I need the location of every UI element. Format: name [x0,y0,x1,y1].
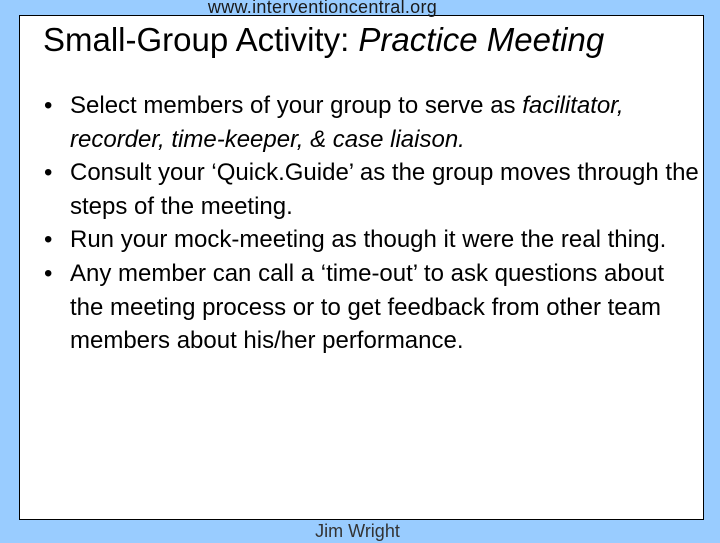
author-footer: Jim Wright [315,521,400,541]
bullet-item-quickguide [44,156,699,223]
bullet-text: Run your mock-meeting as though it were the real thing. [70,226,667,254]
bullet-text: Consult your ‘Quick.Guide’ as the group moves through the steps of the meeting. [70,159,699,220]
bullet-item-mock-meeting [44,223,699,257]
bullet-text: Any member can call a ‘time-out’ to ask questions about the meeting process or to get feedback from other team members about his/her performance. [70,259,665,355]
bullet-list [44,89,699,358]
bullet-item-time-out [44,257,699,358]
bullet-dot: • [44,226,53,254]
bullet-dot: • [44,92,53,119]
title-prefix: Small-Group Activity: [43,21,359,58]
bullet-text-roles: facilitator, recorder, time-keeper, & case liaison. [70,92,624,153]
bullet-text: Select members of your group to serve as [70,92,523,119]
bullet-dot: • [44,259,53,287]
site-url: www.interventioncentral.org [207,0,438,17]
bullet-dot: • [44,159,53,187]
slide-title [43,20,604,60]
bullet-item-select-members [44,89,699,156]
title-emphasis: Practice Meeting [358,21,605,58]
